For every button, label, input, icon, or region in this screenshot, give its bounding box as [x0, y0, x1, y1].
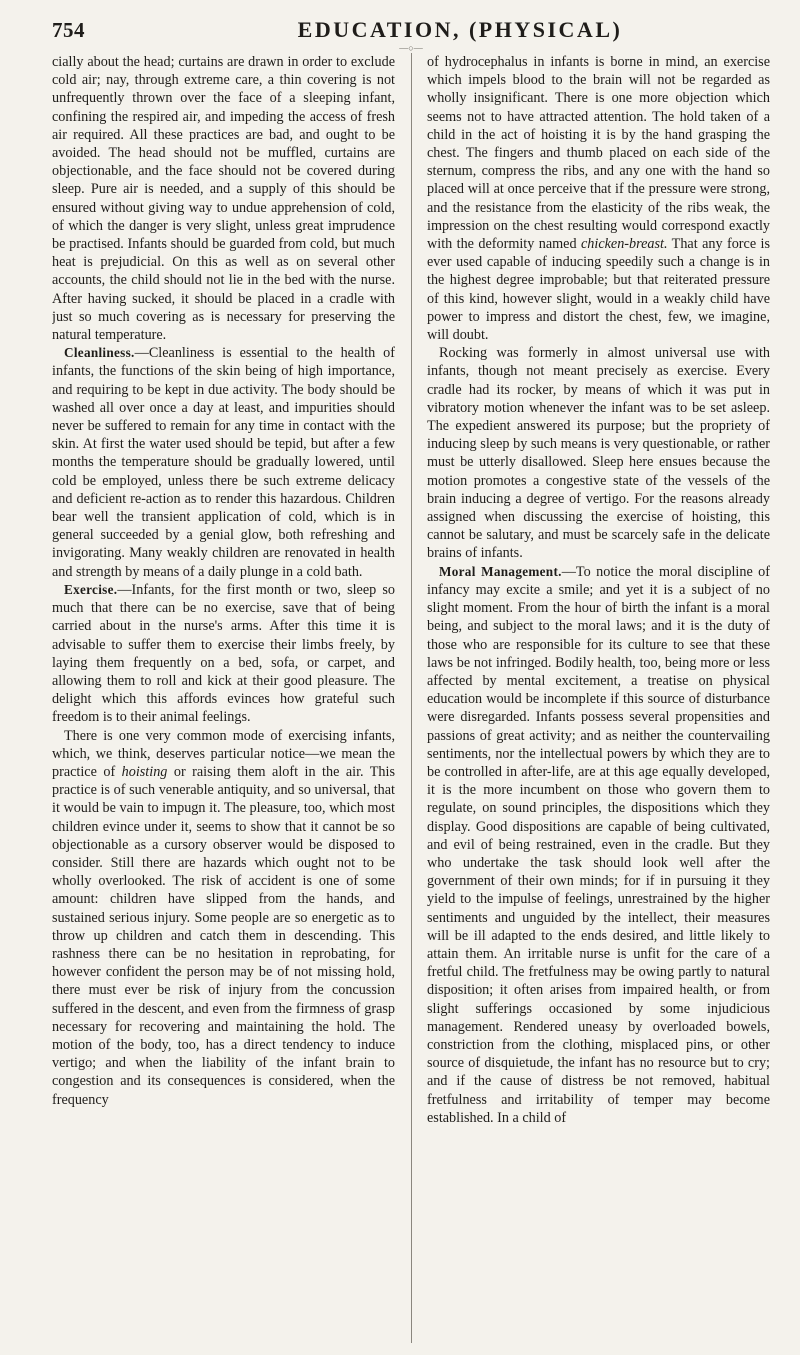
paragraph-text: There is one very common mode of exercising infants, which, we think, deserves particular notice—we mean the practice of [52, 727, 395, 780]
left-column [52, 53, 395, 1343]
paragraph-exercise [52, 581, 395, 727]
paragraph-text: of hydrocephalus in infants is borne in mind, an exercise which impels blood to the brain will not be regarded as wholly insignificant. There is one more objection which seems not to have attracted attention. The hold taken of a child in the act of hoisting it is by the hand grasping the chest. The fingers and thumb placed on each side of the sternum, compress the ribs, and any one with the hand so placed will at once perceive that if the pressure were strong, and the resistance from the elasticity of the ribs weak, the impression on the chest resulting would correspond exactly with the deformity named [427, 54, 770, 253]
header-ornament: —○— [399, 43, 423, 53]
column-divider [411, 53, 412, 1343]
paragraph-cleanliness [52, 344, 395, 581]
paragraph-hoisting [52, 727, 395, 1109]
paragraph-rocking: Rocking was formerly in almost universal use with infants, though not meant precisely as exercise. Every cradle had its rocker, by means of which it was put in vibratory motion whenever the infant was to be set asleep. The expedient answered its purpose; but the propriety of inducing sleep by such means is very questionable, or rather must be utterly disallowed. Sleep here ensues because the motion promotes a congestive state of the vessels of the brain inducing a degree of vertigo. For the reasons already assigned when discussing the exercise of hoisting, this cannot be salutary, and must be scarcely safe in the delicate brains of infants. [427, 345, 770, 562]
paragraph-text: —To notice the moral discipline of infancy may excite a smile; and yet it is a subject of no slight moment. From the hour of birth the infant is a moral being, and subject to the moral laws; and it is the duty of those who are responsible for its culture to see that these laws be not infringed. Bodily health, too, being more or less affected by mental excitement, a treatise on physical education would be incomplete if this source of disturbance were disregarded. Infants possess several propensities and passions of great activity; and as neither the countervailing sentiments, nor the intellectual powers by which they are to be controlled in after-life, are at this age equally developed, it is the more incumbent on those who govern them to regulate, on sound principles, the dispositions which they display. Good dispositions are capable of being cultivated, and evil of being restrained, even in the cradle. But they who undertake the task should look well after the government of their own minds; for if in pursuing it they yield to the impulse of feelings, unrestrained by the higher sentiments and unguided by the intellect, their measures will be ill adapted to the ends desired, and little likely to attain them. An irritable nurse is unfit for the care of a fretful child. The fretfulness may be owing partly to natural disposition; it often arises from impaired health, or from slight sufferings occasioned by some injudicious management. Rendered uneasy by overloaded bowels, constriction from the clothing, misplaced pins, or other source of disquietude, the infant has no resource but to cry; and if the cause of distress be not removed, habitual fretfulness and irritability of temper may become established. In a child of [427, 563, 770, 1126]
italic-term-hoisting: hoisting [121, 763, 168, 780]
section-heading-moral-management: Moral Management. [439, 563, 562, 579]
page-header [52, 14, 770, 53]
text-columns [52, 53, 770, 1343]
paragraph-chicken-breast [427, 53, 770, 344]
page-number: 754 [52, 18, 85, 42]
paragraph-text: —Infants, for the first month or two, sleep so much that there can be no exercise, save that of being carried about in the nurse's arms. After this time it is advisable to suffer them to exercise their limbs freely, by laying them frequently on a bed, sofa, or carpet, and allowing them to roll and kick at their good pleasure. The delight which this affords evinces how grateful such freedom is to their animal feelings. [52, 581, 395, 726]
running-head: EDUCATION, (PHYSICAL) [297, 17, 623, 42]
paragraph-text: or raising them aloft in the air. This practice is of such venerable antiquity, and so universal, that it would be vain to impugn it. The pleasure, too, which most children evince under it, seems to show that it cannot be so objectionable as a cursory observer would be disposed to consider. Still there are hazards which ought not to be wholly overlooked. The risk of accident is one of some amount: children have slipped from the hands, and sustained serious injury. Some people are so energetic as to throw up children and catch them in descending. This rashness there can be no hesitation in reprobating, for however confident the person may be of not missing hold, there must ever be risk of injury from the concussion suffered in the descent, and even from the firmness of grasp necessary for recovering and maintaining the hold. The motion of the body, too, has a direct tendency to induce vertigo; and when the liability of the infant brain to congestion and its consequences is considered, when the frequency [52, 763, 395, 1108]
italic-term-chicken-breast: chicken-breast. [580, 236, 668, 253]
right-column [427, 53, 770, 1343]
section-heading-cleanliness: Cleanliness. [64, 345, 135, 361]
paragraph-text: —Cleanliness is essential to the health of infants, the functions of the skin being of high importance, and requiring to be kept in due activity. The body should be washed all over once a day at least, and impurities should never be suffered to remain for any time in contact with the skin. At first the water used should be tepid, but after a few months the temperature should be gradually lowered, until cold be employed, unless there be such extreme delicacy and deficient re-action as to render this hazardous. Children bear well the transient application of cold, which is in general succeeded by a genial glow, both refreshing and invigorating. Many weakly children are renovated in health and strength by means of a daily plunge in a cold bath. [52, 345, 395, 580]
section-heading-exercise: Exercise. [64, 581, 118, 597]
paragraph-moral-management [427, 563, 770, 1127]
paragraph-text: That any force is ever used capable of inducing speedily such a change is in the highest degree improbable; but that reiterated pressure of this kind, however slight, would in a weakly child have power to impress and distort the chest, few, we imagine, will doubt. [427, 236, 770, 344]
paragraph: cially about the head; curtains are drawn in order to exclude cold air; nay, through extreme care, a thin covering is not unfrequently thrown over the face of a sleeping infant, confining the respired air, and impeding the access of fresh air required. All these practices are bad, and ought to be avoided. The head should not be muffled, curtains are objectionable, and the face should not be covered during sleep. Pure air is needed, and a supply of this should be ensured without giving way to undue apprehension of cold, of which the danger is very slight, unless great imprudence be practised. Infants should be guarded from cold, but much heat is prejudicial. On this as well as on several other accounts, the child should not lie in the bed with the nurse. After having sucked, it should be placed in a cradle with just so much covering as is necessary for preserving the natural temperature. [52, 54, 395, 344]
